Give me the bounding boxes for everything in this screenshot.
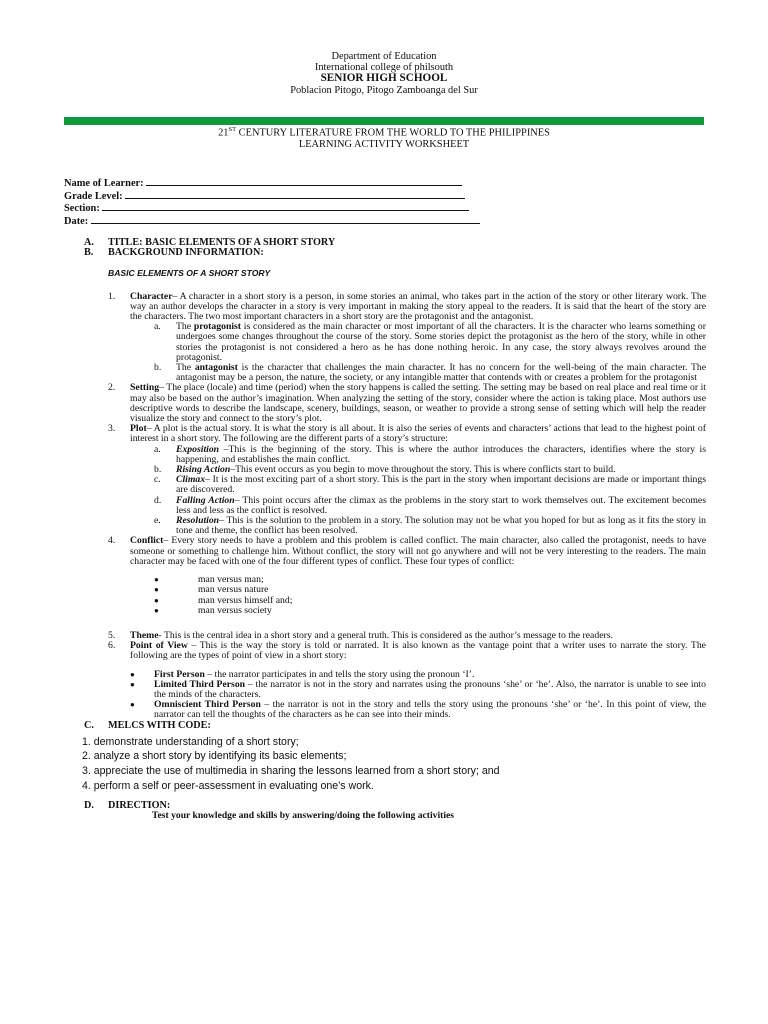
worksheet-subtitle: LEARNING ACTIVITY WORKSHEET	[298, 138, 470, 150]
century-superscript: ST	[228, 126, 237, 133]
address-line: Poblacion Pitogo, Pitogo Zamboanga del Sur	[290, 84, 478, 96]
course-title-rest: CENTURY LITERATURE FROM THE WORLD TO THE PHILIPPINES	[236, 127, 550, 139]
antagonist-item: b. The antagonist is the character that challenges the main character. It has no concern for the well-being of the main character. The antagonist may be a person, the nature, the society, or any intangible matter that contends with or creates a problem for the protagonist	[154, 362, 707, 384]
date-blank-line[interactable]	[91, 215, 480, 224]
section-a-heading: A. TITLE: BASIC ELEMENTS OF A SHORT STORY	[84, 237, 336, 248]
name-blank-line[interactable]	[146, 177, 462, 186]
plot-falling-action: d. Falling Action– This point occurs after the climax as the problems in the story start to work themselves out. The excitement becomes less and less as the conflict is resolved.	[154, 494, 706, 516]
conflict-type-item: ● man versus nature	[154, 584, 269, 596]
conflict-type-item: ● man versus himself and;	[154, 594, 293, 606]
school-line: SENIOR HIGH SCHOOL	[320, 72, 448, 85]
direction-instruction: Test your knowledge and skills by answering/doing the following activities	[152, 810, 454, 822]
plot-rising-action: b. Rising Action–This event occurs as you begin to move throughout the story. This is where conflicts start to build.	[154, 464, 616, 476]
date-label: Date:	[64, 215, 89, 227]
melc-item: 3. appreciate the use of multimedia in sharing the lessons learned from a short story; and	[82, 764, 500, 777]
section-c-heading: C. MELCS WITH CODE:	[84, 719, 211, 731]
protagonist-item: a. The protagonist is considered as the main character or most important of all the characters. It is the character who learns something or undergoes some changes throughout the course of the story. Some stories depict the protagonist as the hero of the story, while in other stories the protagonist is not considered a hero as he has done nothing heroic. In any case, the story always revolves around the protagonist.	[154, 321, 706, 363]
section-b-heading: B. BACKGROUND INFORMATION:	[84, 247, 264, 259]
melc-item: 4. perform a self or peer-assessment in evaluating one’s work.	[82, 779, 374, 792]
element-setting: 2. Setting– The place (locale) and time (period) when the story happens is called the setting. The setting may be based on real place and real time or it may also be based on the author’s imagination. When analyzing the setting of the story, consider where the action is taking place. Most authors use descriptive words to describe the landscape, scenery, buildings, season, or weather to provide a strong sense of setting which will help the reader visualize the story and connect to the story’s plot.	[108, 382, 706, 425]
name-field[interactable]: Name of Learner:	[64, 177, 480, 190]
century-number: 21	[218, 127, 229, 139]
date-field[interactable]	[64, 215, 480, 228]
element-theme: 5. Theme- This is the central idea in a short story and a general truth. This is considered as the author’s message to the readers.	[108, 629, 613, 641]
grade-field[interactable]	[64, 190, 480, 203]
conflict-type-item: ● man versus society	[154, 604, 272, 616]
melc-item: 2. analyze a short story by identifying its basic elements;	[82, 750, 347, 763]
worksheet-title	[0, 124, 768, 150]
plot-resolution: e. Resolution– This is the solution to the problem in a story. The solution may not be what you hoped for but as long as it fits the story in tone and theme, the conflict has been resolved.	[154, 515, 706, 537]
section-blank-line[interactable]	[102, 202, 469, 211]
element-conflict: 4. Conflict– Every story needs to have a problem and this problem is called conflict. The main character, also called the protagonist, needs to have someone or something to challenge him. Without conflict, the story will not go anywhere and will not be very interesting to the readers. The main character may be faced with one of the four different types of conflict. These four types of conflict:	[108, 535, 706, 567]
melcs-list	[82, 735, 706, 793]
grade-blank-line[interactable]	[125, 190, 465, 199]
section-field[interactable]	[64, 202, 480, 215]
college-line: International college of philsouth	[314, 62, 454, 74]
pov-limited-third-person: ● Limited Third Person – the narrator is not in the story and narrates using the pronouns ‘she’ or ‘he’. Also, the narrator is unable to see into the minds of the characters.	[130, 678, 707, 700]
melc-item: 1. demonstrate understanding of a short story;	[82, 735, 299, 748]
section-label: Section:	[64, 203, 100, 215]
grade-label: Grade Level:	[64, 190, 123, 202]
element-character: 1. Character– A character in a short story is a person, in some stories an animal, who takes part in the action of the story or other literary work. The way an author develops the character in a story is very important in making the story appeal to the readers. It is said that the heart of the story are the characters. The two most important characters in a short story are the protagonist and the antagonist.	[108, 290, 706, 323]
course-title	[0, 124, 768, 139]
element-point-of-view: 6. Point of View – This is the way the story is told or narrated. It is also known as the vantage point that a writer uses to narrate the story. The following are the types of point of view in a short story:	[108, 640, 706, 662]
worksheet-body	[84, 238, 706, 822]
document-header	[0, 51, 768, 96]
section-d-heading: D. DIRECTION:	[84, 800, 171, 812]
department-line: Department of Education	[331, 51, 437, 62]
pov-first-person: ● First Person – the narrator participates in and tells the story using the pronoun ‘I’.	[130, 668, 475, 680]
conflict-type-item: ● man versus man;	[154, 574, 264, 586]
name-label: Name of Learner	[64, 178, 141, 189]
element-plot: 3. Plot– A plot is the actual story. It is what the story is all about. It is also the series of events and characters’ actions that lead to the highest point of interest in a short story. The following are the different parts of a story’s structure:	[108, 423, 706, 445]
plot-climax: c. Climax– It is the most exciting part of a short story. This is the part in the story when important decisions are made or important things are discovered.	[154, 474, 706, 496]
learner-info-fields	[64, 177, 480, 227]
plot-exposition: a. Exposition –This is the beginning of the story. This is where the author introduces the characters, identifies where the story is happening, and establishes the main conflict.	[154, 443, 706, 465]
pov-omniscient-third-person: ● Omniscient Third Person – the narrator is not in the story and tells the story using the pronouns ‘she’ or ‘he’. In this point of view, the narrator can tell the thoughts of the characters as he can see into their minds.	[130, 699, 707, 721]
section-b-subheading: BASIC ELEMENTS OF A SHORT STORY	[108, 268, 271, 279]
